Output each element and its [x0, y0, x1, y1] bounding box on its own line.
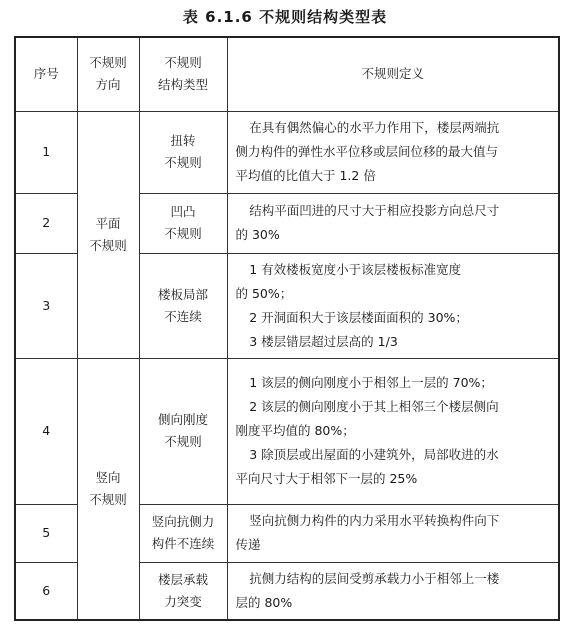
header-direction: 不规则 方向	[77, 37, 139, 111]
direction-cell-vertical: 竖向 不规则	[77, 358, 139, 620]
type-cell: 竖向抗侧力 构件不连续	[139, 504, 227, 562]
header-type: 不规则 结构类型	[139, 37, 227, 111]
seq-cell: 6	[15, 562, 77, 620]
definition-cell: 结构平面凹进的尺寸大于相应投影方向总尺寸 的 30%	[227, 193, 559, 253]
definition-cell: 竖向抗侧力构件的内力采用水平转换构件向下 传递	[227, 504, 559, 562]
table-caption: 表 6.1.6 不规则结构类型表	[182, 8, 388, 26]
header-row	[15, 37, 559, 111]
table-row	[15, 111, 559, 193]
header-definition: 不规则定义	[227, 37, 559, 111]
table-row	[15, 358, 559, 504]
type-cell: 扭转 不规则	[139, 111, 227, 193]
type-cell: 凹凸 不规则	[139, 193, 227, 253]
definition-cell: 1 该层的侧向刚度小于相邻上一层的 70%； 2 该层的侧向刚度小于其上相邻三个楼层侧向 刚度平均值的 80%； 3 除顶层或出屋面的小建筑外，局部收进的水 平向尺寸大于相邻下一层的 25%	[227, 358, 559, 504]
direction-cell-plane: 平面 不规则	[77, 111, 139, 358]
seq-cell: 1	[15, 111, 77, 193]
header-seq: 序号	[15, 37, 77, 111]
definition-cell: 抗侧力结构的层间受剪承载力小于相邻上一楼 层的 80%	[227, 562, 559, 620]
irregularity-table	[14, 36, 560, 621]
definition-cell: 1 有效楼板宽度小于该层楼板标准宽度 的 50%； 2 开洞面积大于该层楼面面积的 30%； 3 楼层错层超过层高的 1/3	[227, 253, 559, 358]
type-cell: 楼板局部 不连续	[139, 253, 227, 358]
definition-cell: 在具有偶然偏心的水平力作用下，楼层两端抗 侧力构件的弹性水平位移或层间位移的最大值与 平均值的比值大于 1.2 倍	[227, 111, 559, 193]
seq-cell: 4	[15, 358, 77, 504]
seq-cell: 5	[15, 504, 77, 562]
type-cell: 楼层承载 力突变	[139, 562, 227, 620]
seq-cell: 3	[15, 253, 77, 358]
type-cell: 侧向刚度 不规则	[139, 358, 227, 504]
seq-cell: 2	[15, 193, 77, 253]
